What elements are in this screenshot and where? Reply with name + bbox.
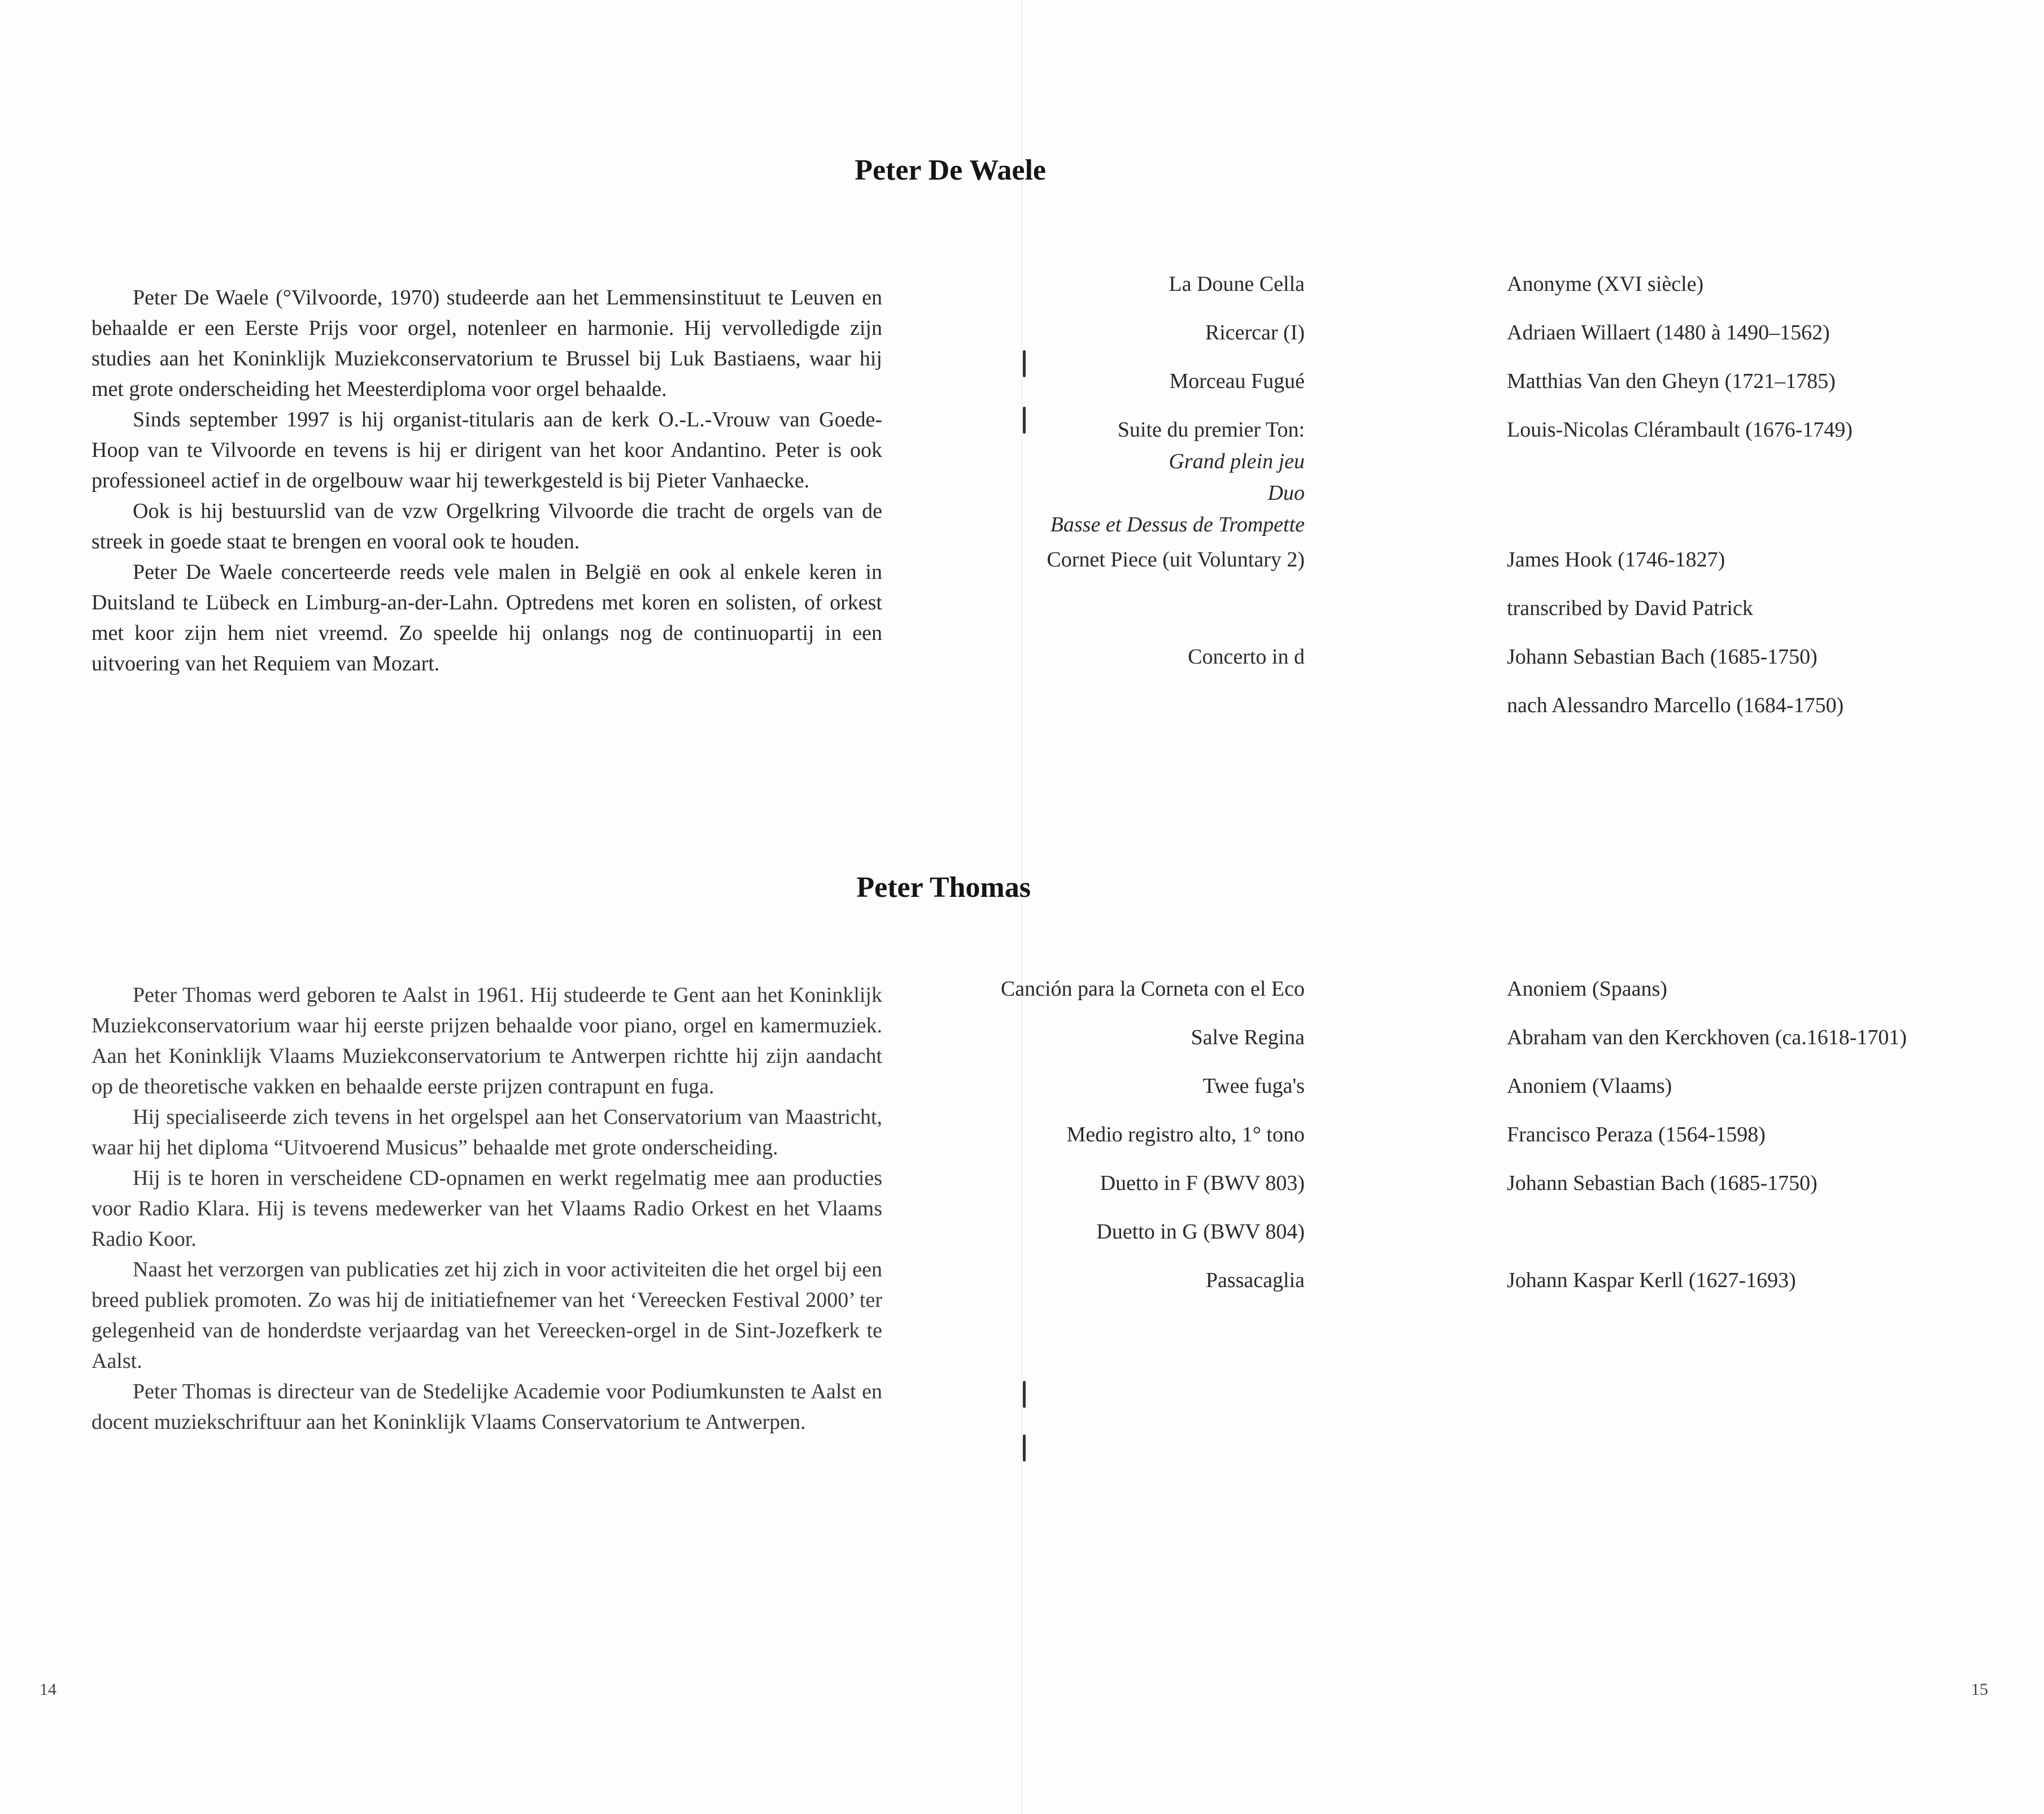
work-title: La Doune Cella xyxy=(1169,272,1305,296)
bio-paragraph: Ook is hij bestuurslid van de vzw Orgelkring Vilvoorde die tracht de orgels van de streek in goede staat te brengen en vooral ook te houden. xyxy=(91,499,882,553)
composer: Anoniem (Spaans) xyxy=(1507,977,1667,1001)
bio-paragraph: Peter De Waele (°Vilvoorde, 1970) studeerde aan het Lemmensinstituut te Leuven en behaalde er een Eerste Prijs voor orgel, notenleer en harmonie. Hij vervolledigde zijn studies aan het Koninklijk Muziekconservatorium te Brussel bij Luk Bastiaens, waar hij met grote onderscheiding het Meesterdiploma voor orgel behaalde. xyxy=(91,286,882,401)
composer: Matthias Van den Gheyn (1721–1785) xyxy=(1507,369,1836,393)
page-number-left: 14 xyxy=(40,1680,56,1699)
work-title: Medio registro alto, 1° tono xyxy=(1066,1123,1305,1146)
composer: Anoniem (Vlaams) xyxy=(1507,1074,1672,1098)
bio-paragraph: Sinds september 1997 is hij organist-titularis aan de kerk O.-L.-Vrouw van Goede-Hoop van te Vilvoorde en tevens is hij er dirigent van het koor Andantino. Peter is ook professioneel actief in de orgelbouw waar hij tewerkgesteld is bij Pieter Vanhaecke. xyxy=(91,408,882,492)
program-row xyxy=(1073,1022,1999,1070)
program-row xyxy=(1073,592,1999,641)
movement: Duo xyxy=(1267,481,1305,505)
work-title: Ricercar (I) xyxy=(1205,321,1305,345)
program-row xyxy=(1050,414,1999,544)
program-row xyxy=(1073,641,1999,690)
composer: transcribed by David Patrick xyxy=(1507,596,1753,620)
work-title: Canción para la Corneta con el Eco xyxy=(1000,977,1305,1001)
program-de-waele xyxy=(1047,268,1999,738)
binding-mark xyxy=(1023,350,1026,377)
program-row xyxy=(1073,1216,1999,1264)
program-row xyxy=(1000,973,1999,1022)
program-row xyxy=(1073,690,1999,738)
composer: Johann Kaspar Kerll (1627-1693) xyxy=(1507,1268,1796,1292)
composer: Abraham van den Kerckhoven (ca.1618-1701) xyxy=(1507,1026,1907,1049)
suite-title: Suite du premier Ton: xyxy=(1117,418,1305,442)
movement: Basse et Dessus de Trompette xyxy=(1050,513,1305,537)
bio-peter-thomas xyxy=(91,980,882,1437)
work-title: Duetto in F (BWV 803) xyxy=(1100,1171,1305,1195)
work-title: Passacaglia xyxy=(1205,1268,1305,1292)
program-thomas xyxy=(1000,973,1999,1313)
performer-heading-thomas: Peter Thomas xyxy=(856,871,1031,904)
work-title: Salve Regina xyxy=(1191,1026,1305,1049)
composer: Johann Sebastian Bach (1685-1750) xyxy=(1507,1171,1818,1195)
work-title: Duetto in G (BWV 804) xyxy=(1096,1220,1305,1244)
bio-paragraph: Naast het verzorgen van publicaties zet hij zich in voor activiteiten die het orgel bij een breed publiek promoten. Zo was hij de initiatiefnemer van het ‘Vereecken Festival 2000’ ter gelegenheid van de honderdste verjaardag van het Vereecken-orgel in de Sint-Jozefkerk te Aalst. xyxy=(91,1258,882,1373)
program-row xyxy=(1073,1167,1999,1216)
composer: Johann Sebastian Bach (1685-1750) xyxy=(1507,645,1818,669)
program-row xyxy=(1047,544,1999,592)
binding-mark xyxy=(1023,1381,1026,1408)
bio-paragraph: Hij specialiseerde zich tevens in het orgelspel aan het Conservatorium van Maastricht, waar hij het diploma “Uitvoerend Musicus” behaalde met grote onderscheiding. xyxy=(91,1105,882,1159)
composer: Adriaen Willaert (1480 à 1490–1562) xyxy=(1507,321,1830,345)
bio-paragraph: Peter Thomas is directeur van de Stedelijke Academie voor Podiumkunsten te Aalst en docent muziekschriftuur aan het Koninklijk Vlaams Conservatorium te Antwerpen. xyxy=(91,1380,882,1434)
bio-paragraph: Peter Thomas werd geboren te Aalst in 1961. Hij studeerde te Gent aan het Koninklijk Muziekconservatorium waar hij eerste prijzen behaalde voor piano, orgel en kamermuziek. Aan het Koninklijk Vlaams Muziekconservatorium te Antwerpen richtte hij zijn aandacht op de theoretische vakken en behaalde eerste prijzen contrapunt en fuga. xyxy=(91,983,882,1098)
composer: James Hook (1746-1827) xyxy=(1507,548,1725,572)
work-title: Twee fuga's xyxy=(1202,1074,1305,1098)
bio-paragraph: Peter De Waele concerteerde reeds vele malen in België en ook al enkele keren in Duitsland te Lübeck en Limburg-an-der-Lahn. Optredens met koren en solisten, of orkest met koor zijn hem niet vreemd. Zo speelde hij onlangs nog de continuopartij in een uitvoering van het Requiem van Mozart. xyxy=(91,560,882,675)
work-title xyxy=(1051,414,1305,540)
program-row xyxy=(1073,365,1999,414)
work-title: Cornet Piece (uit Voluntary 2) xyxy=(1047,548,1305,572)
performer-heading-de-waele: Peter De Waele xyxy=(855,154,1046,186)
bio-peter-de-waele xyxy=(91,282,882,679)
composer: Anonyme (XVI siècle) xyxy=(1507,272,1704,296)
binding-mark xyxy=(1023,1434,1026,1462)
program-row xyxy=(1066,1119,1999,1167)
composer: Francisco Peraza (1564-1598) xyxy=(1507,1123,1766,1146)
program-row xyxy=(1073,1264,1999,1313)
work-title: Concerto in d xyxy=(1188,645,1305,669)
program-row xyxy=(1073,268,1999,317)
program-row xyxy=(1073,1070,1999,1119)
bio-paragraph: Hij is te horen in verscheidene CD-opnamen en werkt regelmatig mee aan producties voor Radio Klara. Hij is tevens medewerker van het Vlaams Radio Orkest en het Vlaams Radio Koor. xyxy=(91,1166,882,1251)
program-row xyxy=(1073,317,1999,365)
composer: nach Alessandro Marcello (1684-1750) xyxy=(1507,694,1844,717)
composer: Louis-Nicolas Clérambault (1676-1749) xyxy=(1507,418,1853,442)
page-number-right: 15 xyxy=(1971,1680,1988,1699)
binding-mark xyxy=(1023,407,1026,434)
movement: Grand plein jeu xyxy=(1169,450,1305,473)
work-title: Morceau Fugué xyxy=(1169,369,1305,393)
